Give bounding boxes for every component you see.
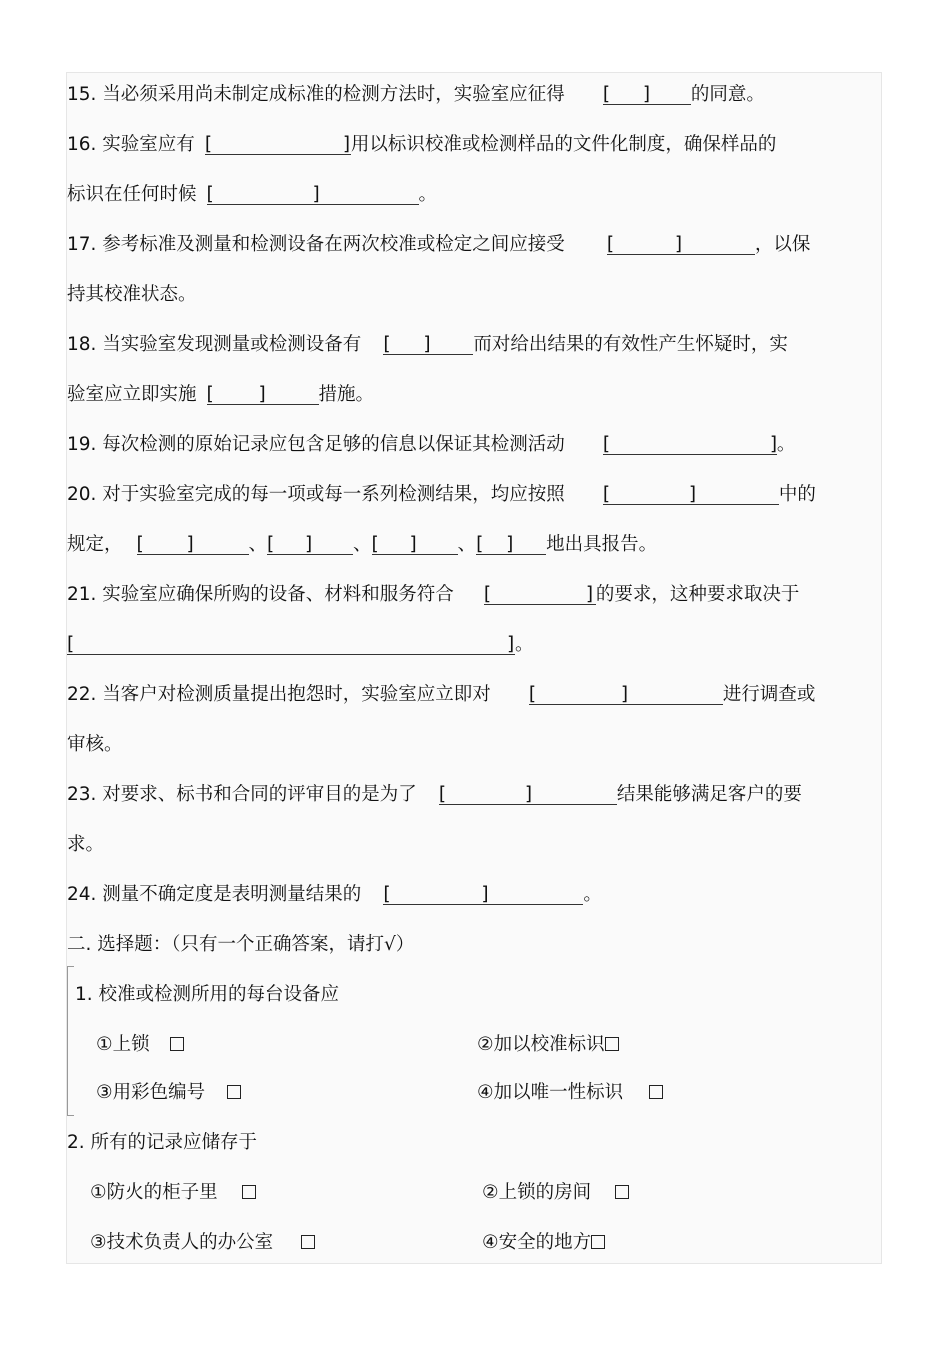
question-18-line1 — [67, 320, 788, 370]
q17-text-a: 17. 参考标准及测量和检测设备在两次校准或检定之间应接受 — [67, 234, 565, 255]
checkbox-icon[interactable] — [605, 1037, 619, 1051]
bracket-mark: ] — [312, 184, 320, 205]
mc2-option-3[interactable] — [90, 1218, 315, 1268]
bracket-mark: [ — [383, 334, 391, 355]
bracket-mark: [ — [371, 534, 379, 555]
mc1-option-3-label: ③用彩色编号 — [96, 1082, 206, 1103]
question-17-line1 — [67, 220, 810, 270]
q17-text-b: ，以保 — [754, 234, 811, 255]
q21-text-c: 。 — [515, 634, 534, 655]
bracket-mark: ] — [481, 884, 489, 905]
q22-text-a: 22. 当客户对检测质量提出抱怨时，实验室应立即对 — [67, 684, 491, 705]
mc1-option-4[interactable] — [477, 1068, 663, 1118]
checkbox-icon[interactable] — [591, 1235, 605, 1249]
bracket-mark: [ — [383, 884, 391, 905]
bracket-mark: ] — [305, 534, 313, 555]
q17-answer-blank[interactable] — [607, 220, 755, 270]
q22-text-c: 审核。 — [67, 734, 123, 755]
q23-text-a: 23. 对要求、标书和合同的评审目的是为了 — [67, 784, 417, 805]
mc1-option-2[interactable] — [477, 1020, 619, 1070]
q16-answer-blank-2[interactable] — [207, 170, 419, 220]
bracket-mark: [ — [483, 584, 492, 605]
mc1-question: 1. 校准或检测所用的每台设备应 — [75, 984, 340, 1005]
checkbox-icon[interactable] — [227, 1085, 241, 1099]
question-21-line1 — [67, 570, 799, 620]
bracket-mark: ] — [620, 684, 629, 705]
question-17-line2 — [67, 270, 197, 320]
checkbox-icon[interactable] — [649, 1085, 663, 1099]
q20-answer-blank-5[interactable] — [476, 520, 546, 570]
bracket-mark: ] — [423, 334, 431, 355]
q20-sep-1: 、 — [248, 534, 268, 555]
bracket-mark: [ — [267, 534, 275, 555]
mc2-option-4-label: ④安全的地方 — [482, 1232, 592, 1253]
q24-answer-blank[interactable] — [383, 870, 583, 920]
q19-text-b: 。 — [776, 434, 796, 455]
bracket-mark: ] — [674, 234, 683, 255]
question-22-line1 — [67, 670, 815, 720]
question-15 — [67, 70, 765, 120]
mc1-option-1-label: ①上锁 — [96, 1034, 150, 1055]
q16-text-d: 。 — [418, 184, 438, 205]
question-16-line2 — [67, 170, 437, 220]
question-22-line2 — [67, 720, 123, 770]
question-20-line1 — [67, 470, 816, 520]
q23-text-b: 结果能够满足客户的要 — [616, 784, 802, 805]
question-23-line2 — [67, 820, 104, 870]
checkbox-icon[interactable] — [170, 1037, 184, 1051]
question-16-line1 — [67, 120, 776, 170]
bracket-mark: [ — [204, 134, 213, 155]
bracket-mark: [ — [206, 184, 214, 205]
answer-underline — [484, 604, 596, 605]
q15-answer-blank[interactable] — [603, 70, 691, 120]
q18-answer-blank-1[interactable] — [383, 320, 473, 370]
mc2-option-1[interactable] — [90, 1168, 256, 1218]
bracket-mark: [ — [206, 384, 214, 405]
bracket-mark: ] — [507, 634, 515, 655]
bracket-mark: ] — [409, 534, 417, 555]
bracket-mark: [ — [602, 434, 611, 455]
q21-answer-blank-1[interactable] — [484, 570, 596, 620]
q20-text-a: 20. 对于实验室完成的每一项或每一系列检测结果，均应按照 — [67, 484, 565, 505]
section-title-multiple-choice: 二. 选择题：（只有一个正确答案，请打√） — [67, 934, 415, 955]
bracket-mark: ] — [769, 434, 778, 455]
bracket-mark: [ — [476, 534, 484, 555]
question-bracket-line — [67, 966, 74, 1116]
q22-text-b: 进行调查或 — [722, 684, 816, 705]
bracket-mark: [ — [602, 84, 611, 105]
bracket-mark: [ — [438, 784, 447, 805]
mc1-option-1[interactable] — [96, 1020, 184, 1070]
bracket-mark: ] — [642, 84, 651, 105]
question-21-line2 — [67, 620, 534, 670]
q18-text-b: 而对给出结果的有效性产生怀疑时，实 — [473, 334, 788, 355]
q18-text-c: 验室应立即实施 — [67, 384, 197, 405]
question-24 — [67, 870, 602, 920]
bracket-mark: [ — [528, 684, 537, 705]
answer-underline — [67, 654, 515, 655]
q19-text-a: 19. 每次检测的原始记录应包含足够的信息以保证其检测活动 — [67, 434, 565, 455]
mc2-option-4[interactable] — [482, 1218, 605, 1268]
bracket-mark: [ — [67, 634, 75, 655]
q16-answer-blank-1[interactable] — [205, 120, 351, 170]
bracket-mark: ] — [258, 384, 266, 405]
q22-answer-blank[interactable] — [529, 670, 723, 720]
q18-text-d: 措施。 — [318, 384, 375, 405]
bracket-mark: ] — [524, 784, 533, 805]
q19-answer-blank[interactable] — [603, 420, 777, 470]
q24-text-a: 24. 测量不确定度是表明测量结果的 — [67, 884, 362, 905]
q20-answer-blank-1[interactable] — [603, 470, 779, 520]
q16-text-a: 16. 实验室应有 — [67, 134, 195, 155]
q20-text-c: 规定， — [67, 534, 123, 555]
bracket-mark: ] — [506, 534, 514, 555]
q20-text-d: 地出具报告。 — [546, 534, 658, 555]
bracket-mark: [ — [136, 534, 144, 555]
checkbox-icon[interactable] — [615, 1185, 629, 1199]
bracket-mark: ] — [342, 134, 351, 155]
question-18-line2 — [67, 370, 374, 420]
q20-sep-2: 、 — [353, 534, 372, 555]
answer-underline — [603, 454, 777, 455]
q20-text-b: 中的 — [778, 484, 816, 505]
q21-answer-blank-2[interactable] — [67, 620, 515, 670]
q21-text-a: 21. 实验室应确保所购的设备、材料和服务符合 — [67, 584, 454, 605]
mc1-option-4-label: ④加以唯一性标识 — [477, 1082, 624, 1103]
bracket-mark: ] — [186, 534, 194, 555]
q20-answer-blank-2[interactable] — [137, 520, 249, 570]
checkbox-icon[interactable] — [301, 1235, 315, 1249]
bracket-mark: [ — [606, 234, 615, 255]
mc1-option-3[interactable] — [96, 1068, 241, 1118]
q21-text-b: 的要求，这种要求取决于 — [595, 584, 800, 605]
bracket-mark: ] — [688, 484, 697, 505]
checkbox-icon[interactable] — [242, 1185, 256, 1199]
answer-underline — [205, 154, 351, 155]
bracket-mark: ] — [585, 584, 594, 605]
q20-answer-blank-3[interactable] — [267, 520, 353, 570]
q16-text-b: 用以标识校准或检测样品的文件化制度，确保样品的 — [350, 134, 777, 155]
q16-text-c: 标识在任何时候 — [67, 184, 197, 205]
mc2-option-1-label: ①防火的柜子里 — [90, 1182, 218, 1203]
mc2-question: 2. 所有的记录应储存于 — [67, 1132, 258, 1153]
q24-text-b: 。 — [583, 884, 602, 905]
bracket-mark: [ — [602, 484, 611, 505]
q23-answer-blank[interactable] — [439, 770, 617, 820]
q15-text-b: 的同意。 — [690, 84, 765, 105]
q23-text-c: 求。 — [67, 834, 105, 855]
q17-text-c: 持其校准状态。 — [67, 284, 197, 305]
q18-text-a: 18. 当实验室发现测量或检测设备有 — [67, 334, 362, 355]
question-20-line2 — [67, 520, 657, 570]
mc1-option-2-label: ②加以校准标识 — [477, 1034, 605, 1055]
question-23-line1 — [67, 770, 802, 820]
mc2-option-3-label: ③技术负责人的办公室 — [90, 1232, 274, 1253]
mc2-option-2-label: ②上锁的房间 — [482, 1182, 592, 1203]
q20-sep-3: 、 — [457, 534, 477, 555]
q18-answer-blank-2[interactable] — [207, 370, 319, 420]
q20-answer-blank-4[interactable] — [372, 520, 458, 570]
question-19 — [67, 420, 795, 470]
mc2-option-2[interactable] — [482, 1168, 629, 1218]
q15-text-a: 15. 当必须采用尚未制定成标准的检测方法时，实验室应征得 — [67, 84, 565, 105]
